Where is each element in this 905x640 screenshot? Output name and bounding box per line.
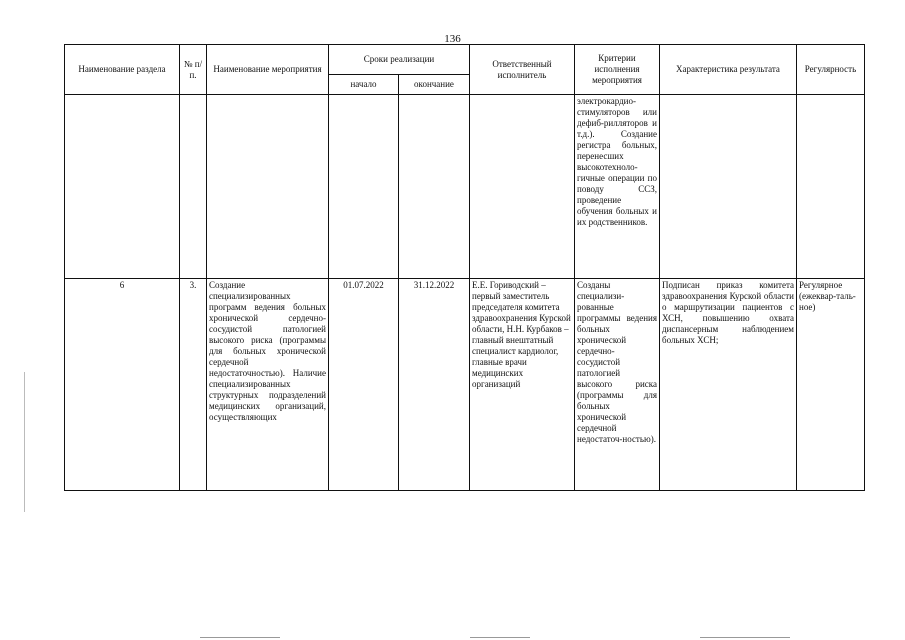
header-start: начало: [329, 75, 399, 95]
cell-responsible: Е.Е. Гориводский – первый заместитель председателя комитета здравоохранения Курской области, Н.Н. Курбаков – главный внештатный специалист кардиолог, главные врачи медицинских организаций: [470, 279, 575, 491]
scan-artifact: [700, 637, 790, 638]
table-row-continued: [65, 95, 865, 279]
header-terms: Сроки реализации: [329, 45, 470, 75]
scan-edge-mark: [24, 372, 25, 512]
header-criteria: Критерии исполнения мероприятия: [575, 45, 660, 95]
cell-empty: [180, 95, 207, 279]
header-result: Характеристика результата: [660, 45, 797, 95]
header-number: № п/п.: [180, 45, 207, 95]
cell-empty: [470, 95, 575, 279]
header-end: окончание: [399, 75, 470, 95]
cell-criteria: Созданы специализи-рованные программы ведения больных хронической сердечно-сосудистой патологией высокого риска (программы для больных хронической сердечной недостаточ-ностью).: [575, 279, 660, 491]
header-regularity: Регулярность: [797, 45, 865, 95]
cell-activity: Создание специализированных программ ведения больных хронической сердечно-сосудистой патологией высокого риска (программы для больных хронической сердечной недостаточностью). Наличие специализированных структурных подразделений медицинских организаций, осуществляющих: [207, 279, 329, 491]
cell-empty: [797, 95, 865, 279]
scan-artifact: [200, 637, 280, 638]
cell-regularity: Регулярное (ежеквар-таль-ное): [797, 279, 865, 491]
header-section-name: Наименование раздела: [65, 45, 180, 95]
cell-empty: [329, 95, 399, 279]
table-row: [65, 279, 865, 491]
header-activity-name: Наименование мероприятия: [207, 45, 329, 95]
cell-start-date: 01.07.2022: [329, 279, 399, 491]
scan-artifact: [470, 637, 530, 638]
cell-empty: [65, 95, 180, 279]
page-number: 136: [444, 33, 461, 45]
plan-table: [64, 44, 865, 491]
cell-number: 3.: [180, 279, 207, 491]
cell-result: Подписан приказ комитета здравоохранения Курской области о маршрутизации пациентов с ХСН, повышению охвата диспансерным наблюдением больных ХСН;: [660, 279, 797, 491]
cell-section: 6: [65, 279, 180, 491]
cell-empty: [399, 95, 470, 279]
cell-empty: [660, 95, 797, 279]
header-row: [65, 45, 865, 75]
cell-end-date: 31.12.2022: [399, 279, 470, 491]
header-responsible: Ответственный исполнитель: [470, 45, 575, 95]
cell-empty: [207, 95, 329, 279]
cell-criteria-continued: электрокардио-стимуляторов или дефиб-рилляторов и т.д.). Создание регистра больных, перенесших высокотехноло-гичные операции по поводу ССЗ, проведение обучения больных и их родственников.: [575, 95, 660, 279]
